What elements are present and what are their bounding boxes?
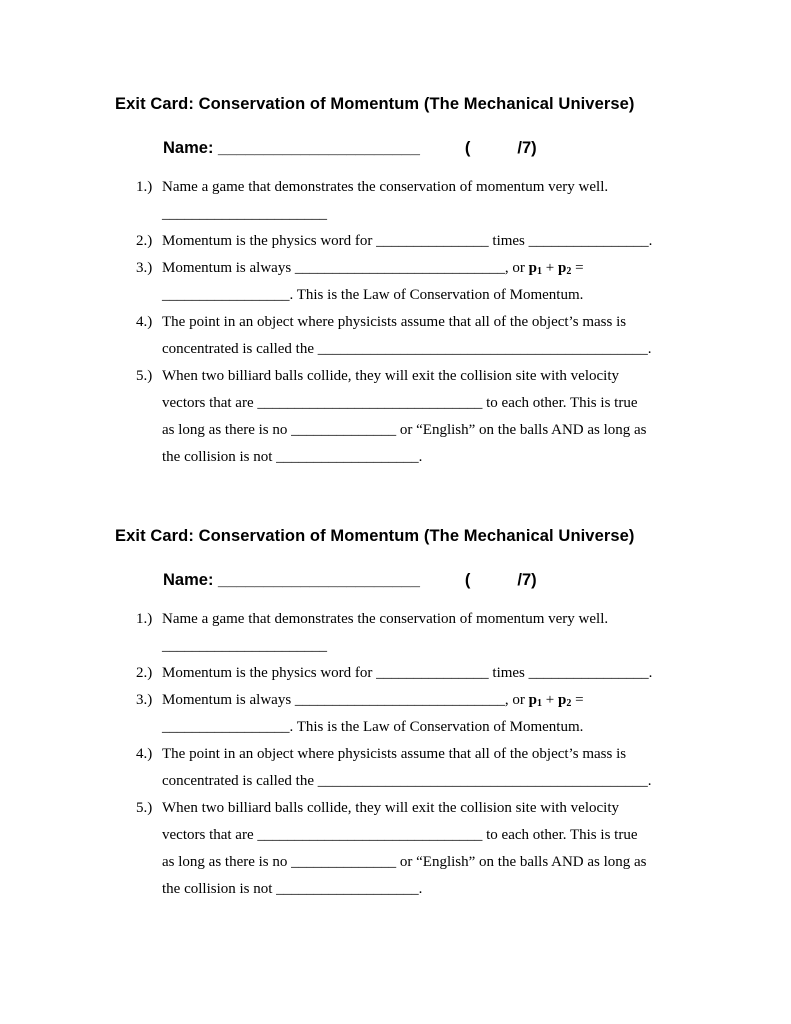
question-text: concentrated is called the ____________________________________________. bbox=[162, 773, 652, 789]
subscript-1: 1 bbox=[537, 698, 542, 709]
question-1-line-1 bbox=[0, 174, 791, 201]
score-denominator: /7) bbox=[517, 571, 537, 589]
question-text: _________________. This is the Law of Conservation of Momentum. bbox=[162, 719, 584, 735]
name-label: Name: bbox=[163, 571, 214, 589]
momentum-symbol-p2: p bbox=[557, 260, 567, 276]
question-number: 1.) bbox=[136, 179, 153, 195]
question-text: as long as there is no ______________ or “English” on the balls AND as long as bbox=[162, 854, 647, 870]
question-1-answer-blank bbox=[0, 201, 791, 228]
score-paren-open: ( bbox=[464, 139, 471, 157]
subscript-1: 1 bbox=[537, 266, 542, 277]
question-5-line-2 bbox=[0, 390, 791, 417]
question-5-line-3 bbox=[0, 417, 791, 444]
question-block bbox=[0, 606, 791, 903]
question-3-line-2 bbox=[0, 714, 791, 741]
question-text: vectors that are ______________________________ to each other. This is true bbox=[162, 827, 638, 843]
question-number: 4.) bbox=[136, 314, 153, 330]
question-4-line-1 bbox=[0, 309, 791, 336]
card-title: Exit Card: Conservation of Momentum (The Mechanical Universe) bbox=[115, 527, 635, 545]
question-text: Name a game that demonstrates the conservation of momentum very well. bbox=[162, 179, 609, 195]
question-text: When two billiard balls collide, they will exit the collision site with velocity bbox=[162, 800, 619, 816]
question-number: 2.) bbox=[136, 665, 153, 681]
question-5-line-1 bbox=[0, 795, 791, 822]
question-1-answer-blank bbox=[0, 633, 791, 660]
question-5-line-4 bbox=[0, 876, 791, 903]
question-3-line-2 bbox=[0, 282, 791, 309]
question-text: Momentum is always ____________________________, or bbox=[162, 260, 529, 276]
question-number: 2.) bbox=[136, 233, 153, 249]
momentum-symbol-p1: p bbox=[528, 692, 537, 708]
question-text: as long as there is no ______________ or “English” on the balls AND as long as bbox=[162, 422, 647, 438]
question-block bbox=[0, 174, 791, 471]
question-text: The point in an object where physicists assume that all of the object’s mass is bbox=[162, 314, 627, 330]
name-blank-line: ______________________ bbox=[218, 571, 420, 589]
question-5-line-4 bbox=[0, 444, 791, 471]
question-text: the collision is not ___________________. bbox=[162, 881, 423, 897]
question-number: 1.) bbox=[136, 611, 153, 627]
question-4-line-2 bbox=[0, 336, 791, 363]
question-5-line-2 bbox=[0, 822, 791, 849]
name-line bbox=[163, 139, 537, 158]
equals-sign: = bbox=[571, 692, 584, 708]
subscript-2: 2 bbox=[566, 698, 572, 709]
question-text: _________________. This is the Law of Conservation of Momentum. bbox=[162, 287, 584, 303]
equals-sign: = bbox=[571, 260, 584, 276]
answer-blank-line: ______________________ bbox=[162, 638, 327, 654]
question-4-line-1 bbox=[0, 741, 791, 768]
momentum-symbol-p1: p bbox=[528, 260, 537, 276]
plus-sign: + bbox=[542, 260, 558, 276]
question-5-line-3 bbox=[0, 849, 791, 876]
name-label: Name: bbox=[163, 139, 214, 157]
question-text: the collision is not ___________________. bbox=[162, 449, 423, 465]
question-number: 5.) bbox=[136, 800, 153, 816]
question-text: vectors that are ______________________________ to each other. This is true bbox=[162, 395, 638, 411]
question-number: 3.) bbox=[136, 260, 153, 276]
plus-sign: + bbox=[542, 692, 558, 708]
question-text: concentrated is called the ____________________________________________. bbox=[162, 341, 652, 357]
score-denominator: /7) bbox=[517, 139, 537, 157]
question-1-line-1 bbox=[0, 606, 791, 633]
name-blank-line: ______________________ bbox=[218, 139, 420, 157]
score-paren-open: ( bbox=[464, 571, 471, 589]
question-text: Name a game that demonstrates the conservation of momentum very well. bbox=[162, 611, 609, 627]
card-title: Exit Card: Conservation of Momentum (The Mechanical Universe) bbox=[115, 95, 635, 113]
question-text: The point in an object where physicists assume that all of the object’s mass is bbox=[162, 746, 627, 762]
question-number: 4.) bbox=[136, 746, 153, 762]
name-line bbox=[163, 571, 537, 590]
answer-blank-line: ______________________ bbox=[162, 206, 327, 222]
question-text: When two billiard balls collide, they will exit the collision site with velocity bbox=[162, 368, 619, 384]
question-2-line-1 bbox=[0, 228, 791, 255]
question-text: Momentum is the physics word for _______________ times ________________. bbox=[162, 665, 653, 681]
question-5-line-1 bbox=[0, 363, 791, 390]
question-number: 3.) bbox=[136, 692, 153, 708]
question-4-line-2 bbox=[0, 768, 791, 795]
momentum-symbol-p2: p bbox=[557, 692, 567, 708]
question-2-line-1 bbox=[0, 660, 791, 687]
question-3-line-1 bbox=[0, 687, 791, 714]
question-number: 5.) bbox=[136, 368, 153, 384]
question-text: Momentum is the physics word for _______________ times ________________. bbox=[162, 233, 653, 249]
question-text: Momentum is always ____________________________, or bbox=[162, 692, 529, 708]
subscript-2: 2 bbox=[566, 266, 572, 277]
question-3-line-1 bbox=[0, 255, 791, 282]
